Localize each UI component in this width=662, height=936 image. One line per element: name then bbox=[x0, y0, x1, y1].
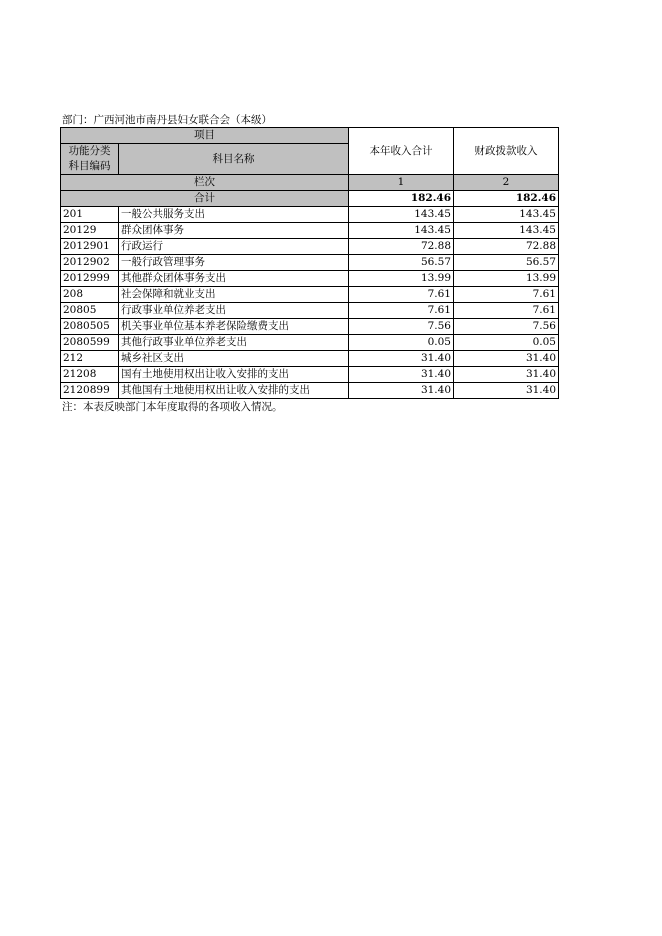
table-row bbox=[61, 383, 559, 399]
row-total: 31.40 bbox=[349, 383, 454, 399]
row-code: 2012902 bbox=[61, 255, 119, 271]
row-total: 31.40 bbox=[349, 351, 454, 367]
row-total: 7.61 bbox=[349, 287, 454, 303]
row-code: 20129 bbox=[61, 223, 119, 239]
row-name: 城乡社区支出 bbox=[119, 351, 349, 367]
row-code: 212 bbox=[61, 351, 119, 367]
table-note: 注：本表反映部门本年度取得的各项收入情况。 bbox=[62, 401, 283, 413]
row-total: 143.45 bbox=[349, 223, 454, 239]
table-row bbox=[61, 271, 559, 287]
header-item: 项目 bbox=[61, 128, 349, 144]
table-row bbox=[61, 239, 559, 255]
row-name: 行政运行 bbox=[119, 239, 349, 255]
row-fiscal: 72.88 bbox=[454, 239, 559, 255]
row-total: 56.57 bbox=[349, 255, 454, 271]
row-fiscal: 7.61 bbox=[454, 303, 559, 319]
row-code: 201 bbox=[61, 207, 119, 223]
row-name: 其他行政事业单位养老支出 bbox=[119, 335, 349, 351]
row-total: 72.88 bbox=[349, 239, 454, 255]
row-fiscal: 7.61 bbox=[454, 287, 559, 303]
row-name: 一般公共服务支出 bbox=[119, 207, 349, 223]
table-row bbox=[61, 223, 559, 239]
row-name: 国有土地使用权出让收入安排的支出 bbox=[119, 367, 349, 383]
row-fiscal: 143.45 bbox=[454, 207, 559, 223]
row-name: 其他国有土地使用权出让收入安排的支出 bbox=[119, 383, 349, 399]
table-row bbox=[61, 351, 559, 367]
row-code: 21208 bbox=[61, 367, 119, 383]
row-code: 20805 bbox=[61, 303, 119, 319]
header-fiscal-income: 财政拨款收入 bbox=[454, 128, 559, 175]
row-code: 2080505 bbox=[61, 319, 119, 335]
header-subject-name: 科目名称 bbox=[119, 144, 349, 175]
row-name: 机关事业单位基本养老保险缴费支出 bbox=[119, 319, 349, 335]
header-row-item bbox=[61, 128, 559, 144]
sum-total: 182.46 bbox=[349, 191, 454, 207]
table-row bbox=[61, 335, 559, 351]
row-fiscal: 31.40 bbox=[454, 367, 559, 383]
sum-fiscal: 182.46 bbox=[454, 191, 559, 207]
header-class-code-line2: 科目编码 bbox=[68, 160, 111, 172]
table-row bbox=[61, 303, 559, 319]
column-number-1: 1 bbox=[349, 175, 454, 191]
row-fiscal: 13.99 bbox=[454, 271, 559, 287]
header-total-income: 本年收入合计 bbox=[349, 128, 454, 175]
table-row bbox=[61, 367, 559, 383]
row-code: 2012999 bbox=[61, 271, 119, 287]
sum-label: 合计 bbox=[61, 191, 349, 207]
table-row bbox=[61, 319, 559, 335]
row-name: 社会保障和就业支出 bbox=[119, 287, 349, 303]
row-fiscal: 0.05 bbox=[454, 335, 559, 351]
header-class-code bbox=[61, 144, 119, 175]
row-code: 2080599 bbox=[61, 335, 119, 351]
row-fiscal: 56.57 bbox=[454, 255, 559, 271]
row-name: 行政事业单位养老支出 bbox=[119, 303, 349, 319]
row-total: 7.56 bbox=[349, 319, 454, 335]
row-total: 7.61 bbox=[349, 303, 454, 319]
row-fiscal: 31.40 bbox=[454, 351, 559, 367]
row-total: 13.99 bbox=[349, 271, 454, 287]
row-total: 0.05 bbox=[349, 335, 454, 351]
table-row bbox=[61, 287, 559, 303]
row-total: 143.45 bbox=[349, 207, 454, 223]
table-row bbox=[61, 207, 559, 223]
department-label: 部门：广西河池市南丹县妇女联合会（本级） bbox=[62, 114, 272, 126]
row-fiscal: 143.45 bbox=[454, 223, 559, 239]
column-number-label: 栏次 bbox=[61, 175, 349, 191]
sum-row bbox=[61, 191, 559, 207]
row-code: 2120899 bbox=[61, 383, 119, 399]
row-fiscal: 7.56 bbox=[454, 319, 559, 335]
row-total: 31.40 bbox=[349, 367, 454, 383]
header-class-code-line1: 功能分类 bbox=[68, 145, 111, 157]
row-name: 群众团体事务 bbox=[119, 223, 349, 239]
income-table bbox=[60, 127, 559, 399]
row-code: 208 bbox=[61, 287, 119, 303]
column-number-2: 2 bbox=[454, 175, 559, 191]
row-code: 2012901 bbox=[61, 239, 119, 255]
row-name: 其他群众团体事务支出 bbox=[119, 271, 349, 287]
column-number-row bbox=[61, 175, 559, 191]
table-row bbox=[61, 255, 559, 271]
row-fiscal: 31.40 bbox=[454, 383, 559, 399]
row-name: 一般行政管理事务 bbox=[119, 255, 349, 271]
